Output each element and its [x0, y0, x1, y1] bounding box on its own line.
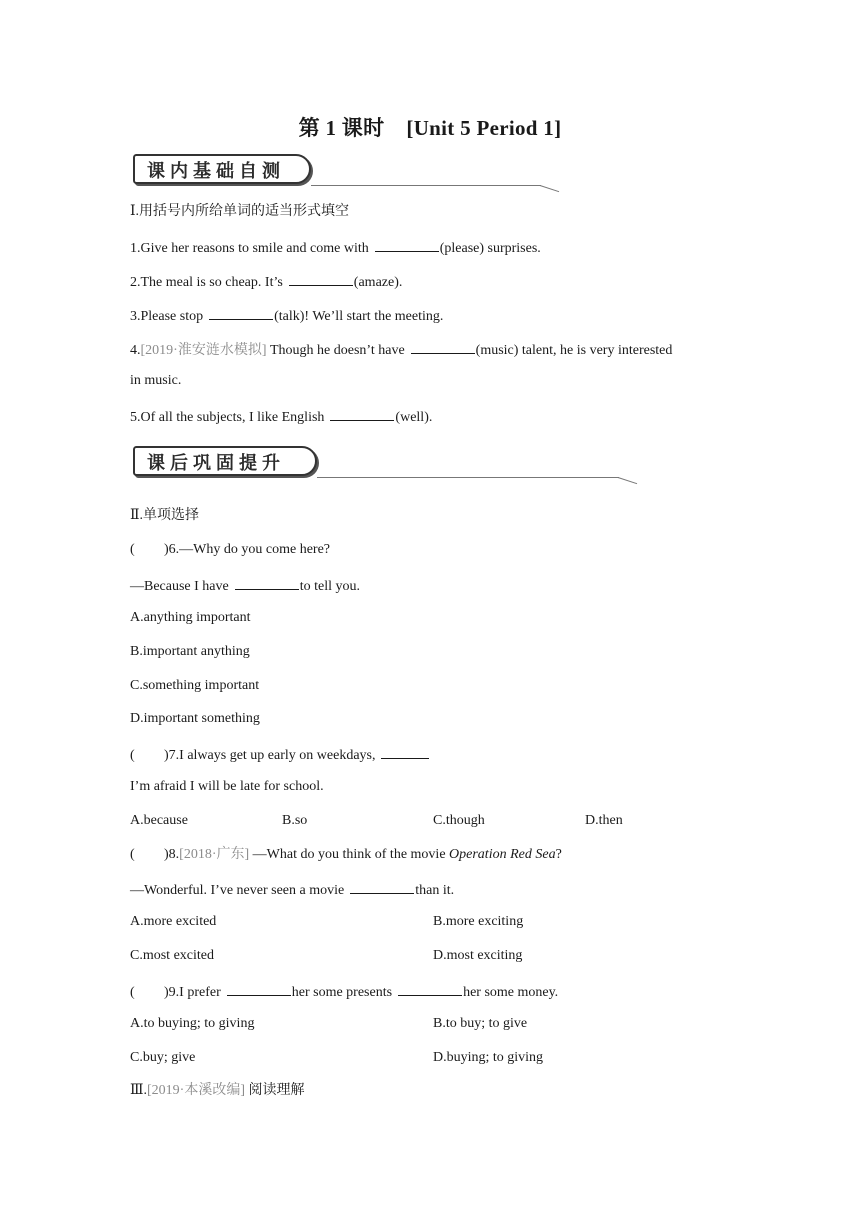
- option-6d[interactable]: D.important something: [130, 711, 260, 726]
- option-8d[interactable]: D.most exciting: [433, 948, 523, 963]
- question-1: 1.Give her reasons to smile and come with (please) surprises.: [130, 237, 541, 258]
- source-tag: [2018·广东]: [179, 847, 250, 862]
- answer-blank[interactable]: [235, 575, 299, 590]
- option-6b[interactable]: B.important anything: [130, 644, 250, 659]
- part-heading-2: Ⅱ.单项选择: [130, 508, 200, 523]
- option-9c[interactable]: C.buy; give: [130, 1050, 196, 1065]
- answer-blank[interactable]: [289, 271, 353, 286]
- banner-text-2: 课后巩固提升: [147, 453, 285, 474]
- answer-blank[interactable]: [411, 339, 475, 354]
- option-8b[interactable]: B.more exciting: [433, 914, 524, 929]
- part-heading-3: Ⅲ.[2019·本溪改编] 阅读理解: [130, 1083, 305, 1098]
- section-banner-1: [133, 154, 633, 190]
- title-sub: [Unit 5 Period 1]: [406, 116, 562, 140]
- title-main: 第 1 课时: [298, 116, 385, 140]
- question-2: 2.The meal is so cheap. It’s (amaze).: [130, 271, 402, 292]
- section-banner-2: [133, 446, 653, 482]
- option-7c[interactable]: C.though: [433, 813, 485, 828]
- question-5: 5.Of all the subjects, I like English (well).: [130, 406, 432, 427]
- option-7a[interactable]: A.because: [130, 813, 188, 828]
- question-6-line2: —Because I have to tell you.: [130, 575, 360, 596]
- answer-blank[interactable]: [350, 879, 414, 894]
- option-8a[interactable]: A.more excited: [130, 914, 217, 929]
- option-8c[interactable]: C.most excited: [130, 948, 214, 963]
- part-heading-1: Ⅰ.用括号内所给单词的适当形式填空: [130, 204, 350, 219]
- page-title: [0, 112, 860, 142]
- option-9b[interactable]: B.to buy; to give: [433, 1016, 528, 1031]
- option-9a[interactable]: A.to buying; to giving: [130, 1016, 255, 1031]
- answer-blank[interactable]: [227, 981, 291, 996]
- source-tag: [2019·淮安涟水模拟]: [140, 343, 267, 358]
- movie-title: Operation Red Sea: [449, 847, 556, 862]
- question-6: ( )6.—Why do you come here?: [130, 542, 330, 557]
- question-4: 4.[2019·淮安涟水模拟] Though he doesn’t have (music) talent, he is very interested: [130, 339, 672, 360]
- question-8-line2: —Wonderful. I’ve never seen a movie than it.: [130, 879, 454, 900]
- option-6a[interactable]: A.anything important: [130, 610, 251, 625]
- answer-blank[interactable]: [398, 981, 462, 996]
- question-7: ( )7.I always get up early on weekdays,: [130, 744, 430, 765]
- question-8: ( )8.[2018·广东] —What do you think of the movie Operation Red Sea?: [130, 847, 562, 862]
- question-9: ( )9.I prefer her some presents her some money.: [130, 981, 558, 1002]
- question-4-continued: in music.: [130, 373, 182, 388]
- option-7b[interactable]: B.so: [282, 813, 308, 828]
- answer-paren[interactable]: (: [130, 748, 135, 763]
- answer-blank[interactable]: [330, 406, 394, 421]
- answer-paren[interactable]: (: [130, 542, 135, 557]
- option-7d[interactable]: D.then: [585, 813, 623, 828]
- answer-blank[interactable]: [381, 744, 429, 759]
- answer-blank[interactable]: [375, 237, 439, 252]
- source-tag: [2019·本溪改编]: [147, 1083, 246, 1098]
- answer-blank[interactable]: [209, 305, 273, 320]
- option-9d[interactable]: D.buying; to giving: [433, 1050, 544, 1065]
- question-7-line2: I’m afraid I will be late for school.: [130, 779, 324, 794]
- banner-text-1: 课内基础自测: [147, 161, 285, 182]
- answer-paren[interactable]: (: [130, 985, 135, 1000]
- question-3: 3.Please stop (talk)! We’ll start the meeting.: [130, 305, 443, 326]
- option-6c[interactable]: C.something important: [130, 678, 260, 693]
- answer-paren[interactable]: (: [130, 847, 135, 862]
